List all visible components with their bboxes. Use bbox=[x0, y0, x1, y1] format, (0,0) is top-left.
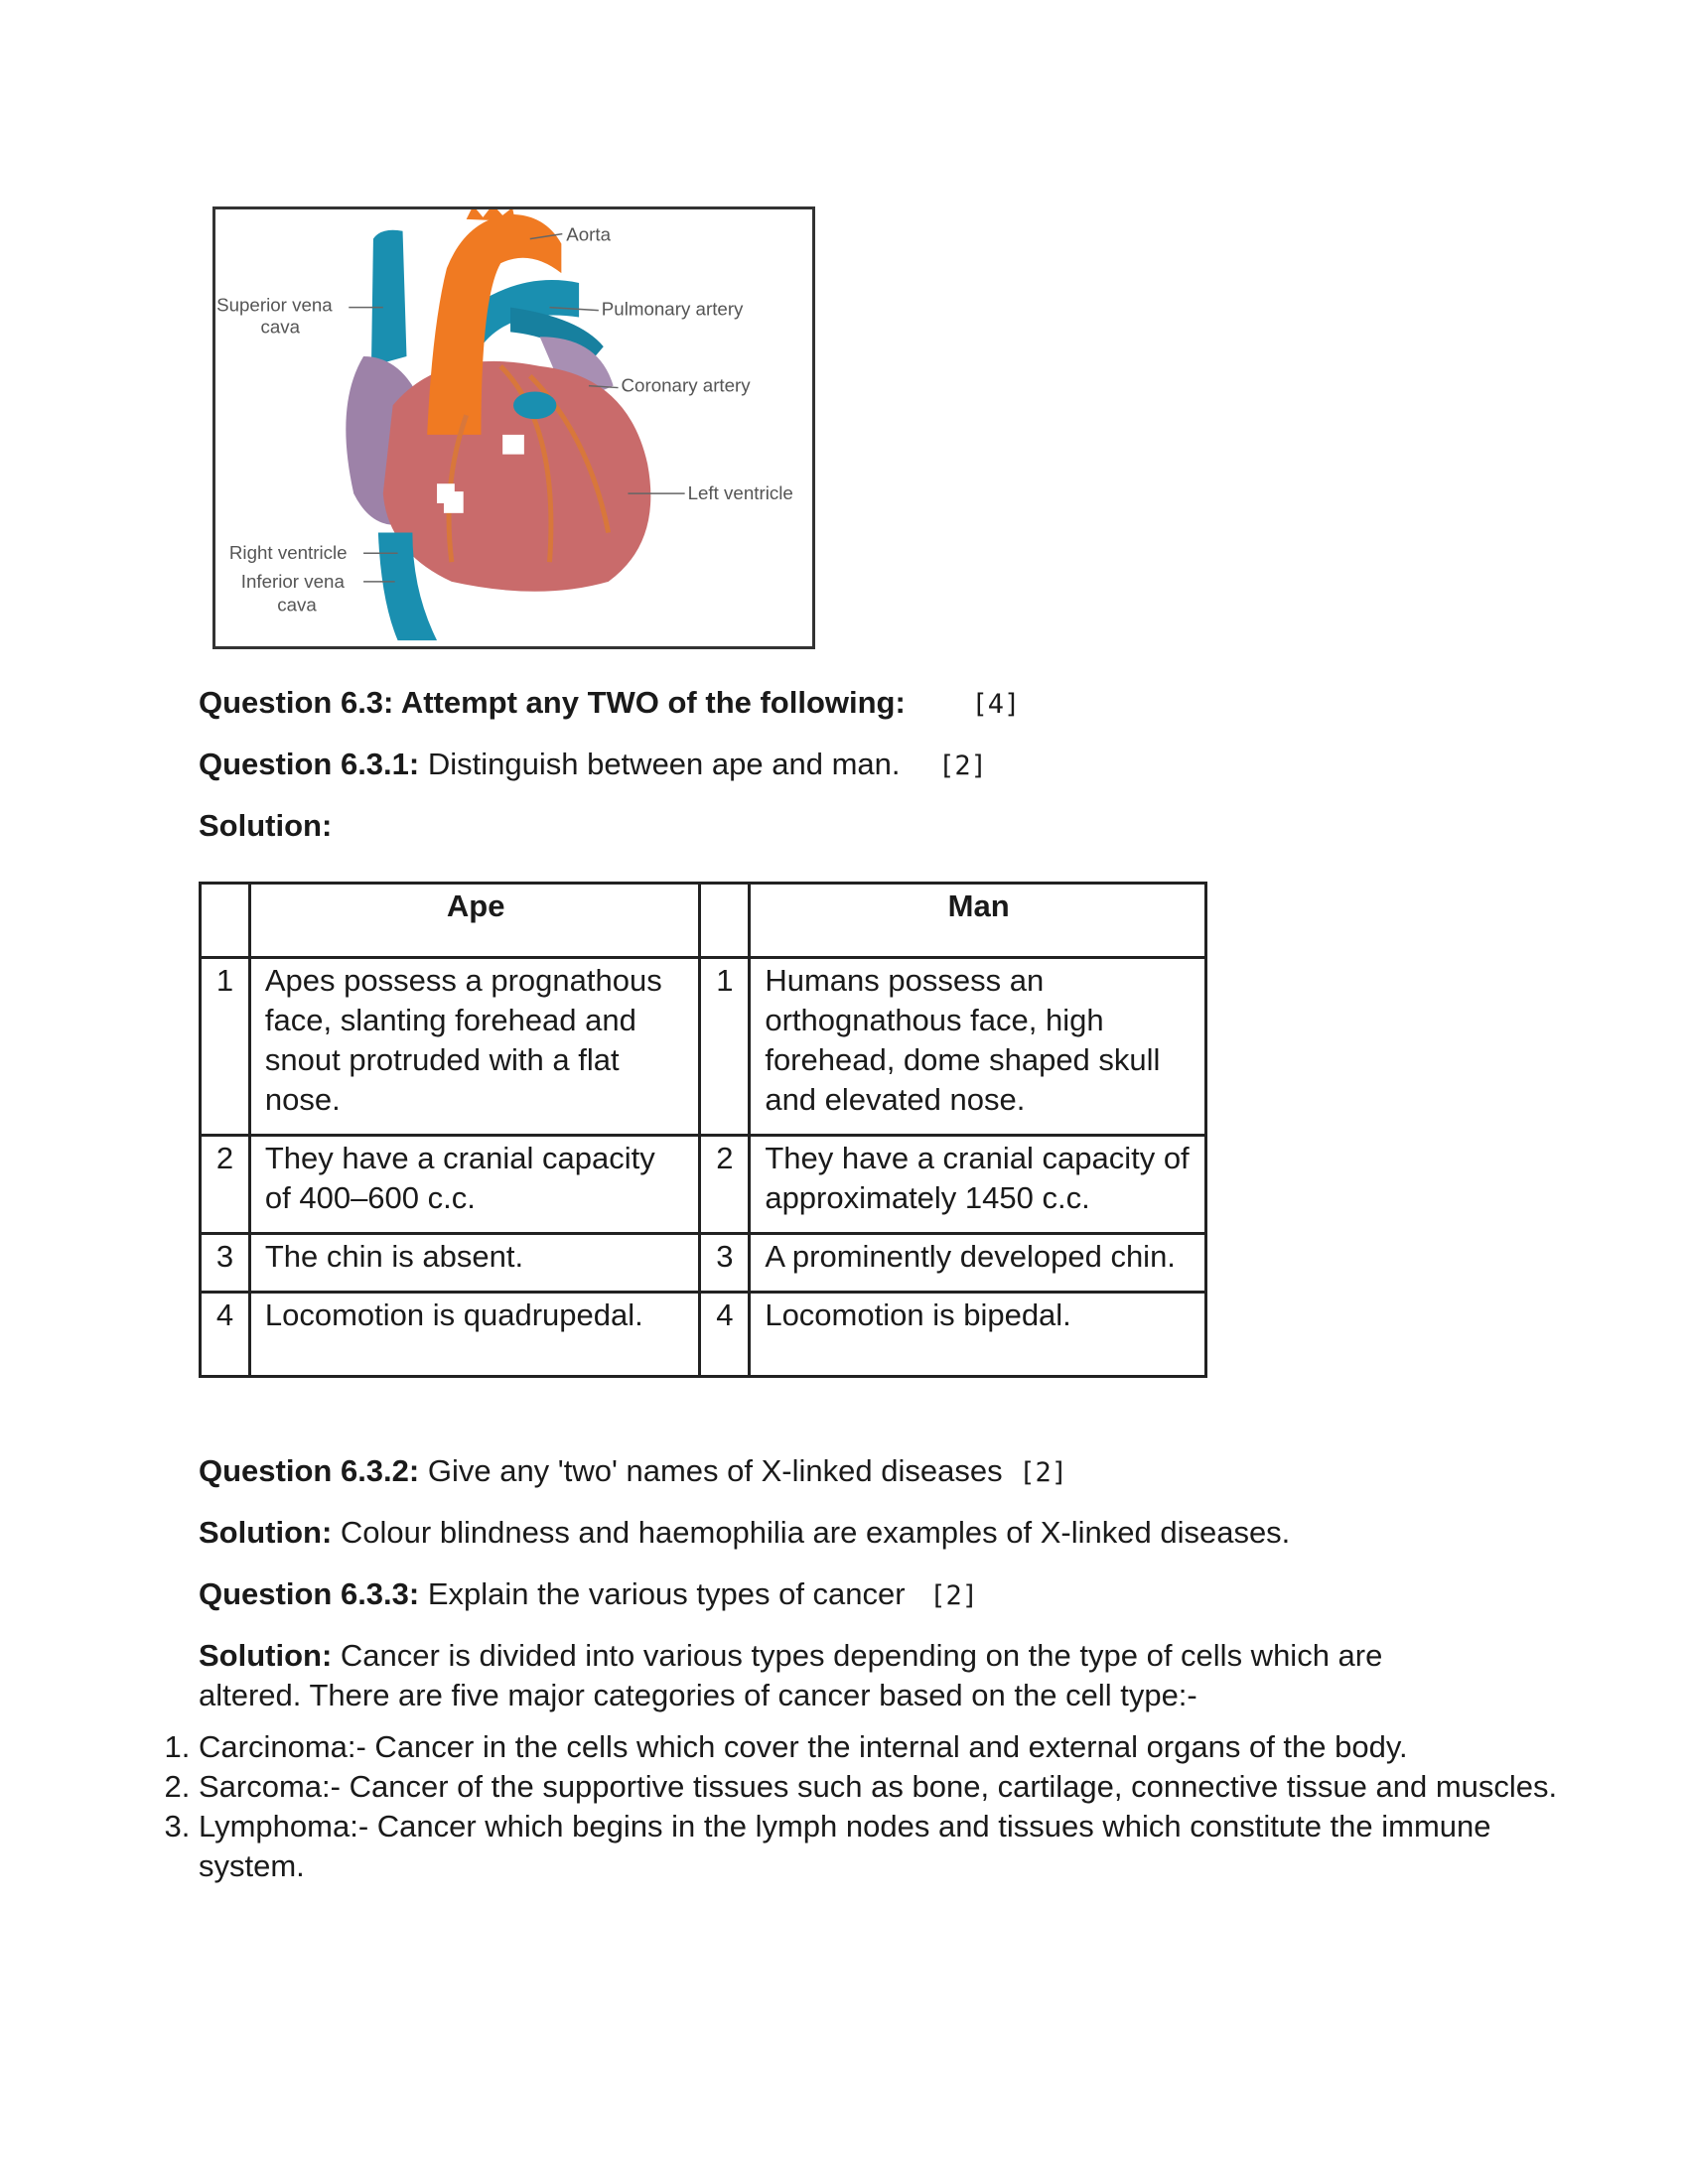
cancer-types-list bbox=[139, 1727, 1569, 1886]
list-item: 1. Carcinoma:- Cancer in the cells which cover the internal and external organs of the body. bbox=[199, 1727, 1569, 1767]
header-num-1 bbox=[201, 884, 250, 958]
question-6-3-1 bbox=[199, 745, 987, 786]
row-number: 3 bbox=[700, 1234, 750, 1293]
row-number: 2 bbox=[700, 1136, 750, 1234]
question-6-3-3-marks: [2] bbox=[929, 1580, 979, 1611]
label-aorta: Aorta bbox=[566, 223, 612, 245]
label-superior-vena-cava-2: cava bbox=[260, 316, 301, 338]
question-6-3-3-label: Question 6.3.3: bbox=[199, 1576, 420, 1611]
question-6-3 bbox=[199, 683, 1020, 725]
row-number: 2 bbox=[201, 1136, 250, 1234]
man-cell: Locomotion is bipedal. bbox=[750, 1293, 1206, 1377]
table-row bbox=[201, 1234, 1206, 1293]
solution-6-3-2 bbox=[199, 1513, 1290, 1553]
label-inferior-vena-cava: Inferior vena bbox=[240, 570, 345, 592]
solution-label: Solution: bbox=[199, 808, 333, 843]
question-6-3-2-marks: [2] bbox=[1019, 1457, 1067, 1488]
list-item: 3. Lymphoma:- Cancer which begins in the lymph nodes and tissues which constitute the immune system. bbox=[199, 1807, 1569, 1886]
man-cell: Humans possess an orthognathous face, high forehead, dome shaped skull and elevated nose. bbox=[750, 958, 1206, 1136]
header-man: Man bbox=[750, 884, 1206, 958]
row-number: 1 bbox=[700, 958, 750, 1136]
label-inferior-vena-cava-2: cava bbox=[277, 594, 317, 615]
label-superior-vena-cava: Superior vena bbox=[216, 294, 333, 316]
label-right-ventricle: Right ventricle bbox=[228, 542, 348, 564]
table-row bbox=[201, 1136, 1206, 1234]
question-6-3-3 bbox=[199, 1574, 978, 1616]
solution-6-3-2-label: Solution: bbox=[199, 1515, 333, 1550]
solution-6-3-3-label: Solution: bbox=[199, 1638, 333, 1673]
ape-cell: Apes possess a prognathous face, slanting forehead and snout protruded with a flat nose. bbox=[249, 958, 700, 1136]
header-ape: Ape bbox=[249, 884, 700, 958]
man-cell: A prominently developed chin. bbox=[750, 1234, 1206, 1293]
row-number: 4 bbox=[201, 1293, 250, 1377]
heart-illustration bbox=[215, 209, 812, 646]
ape-cell: They have a cranial capacity of 400–600 c.c. bbox=[249, 1136, 700, 1234]
list-item: 2. Sarcoma:- Cancer of the supportive tissues such as bone, cartilage, connective tissue and muscles. bbox=[199, 1767, 1569, 1807]
ape-cell: Locomotion is quadrupedal. bbox=[249, 1293, 700, 1377]
question-6-3-1-text: Distinguish between ape and man. bbox=[419, 747, 901, 781]
question-6-3-2-text: Give any 'two' names of X-linked diseases bbox=[419, 1453, 1003, 1488]
table-header-row bbox=[201, 884, 1206, 958]
ape-man-table bbox=[199, 882, 1207, 1378]
question-6-3-2 bbox=[199, 1451, 1067, 1493]
question-6-3-1-marks: [2] bbox=[938, 751, 987, 781]
label-left-ventricle: Left ventricle bbox=[687, 482, 793, 504]
row-number: 1 bbox=[201, 958, 250, 1136]
heart-diagram bbox=[212, 206, 815, 649]
solution-6-3-3 bbox=[199, 1636, 1489, 1715]
question-6-3-2-label: Question 6.3.2: bbox=[199, 1453, 420, 1488]
man-cell: They have a cranial capacity of approximately 1450 c.c. bbox=[750, 1136, 1206, 1234]
table-row bbox=[201, 1293, 1206, 1377]
question-6-3-3-text: Explain the various types of cancer bbox=[419, 1576, 906, 1611]
table-row bbox=[201, 958, 1206, 1136]
row-number: 3 bbox=[201, 1234, 250, 1293]
label-coronary-artery: Coronary artery bbox=[621, 374, 751, 396]
question-6-3-1-label: Question 6.3.1: bbox=[199, 747, 420, 781]
header-num-2 bbox=[700, 884, 750, 958]
heart-body-shape bbox=[383, 361, 651, 592]
label-pulmonary-artery: Pulmonary artery bbox=[601, 298, 744, 320]
ape-cell: The chin is absent. bbox=[249, 1234, 700, 1293]
question-6-3-label: Question 6.3: Attempt any TWO of the following: bbox=[199, 685, 906, 720]
superior-vena-cava-shape bbox=[371, 230, 407, 366]
solution-6-3-3-text: Cancer is divided into various types depending on the type of cells which are altered. There are five major categories of cancer based on the cell type:- bbox=[199, 1638, 1383, 1712]
solution-6-3-2-text: Colour blindness and haemophilia are examples of X-linked diseases. bbox=[332, 1515, 1291, 1550]
row-number: 4 bbox=[700, 1293, 750, 1377]
question-6-3-marks: [4] bbox=[971, 689, 1021, 720]
coronary-opening bbox=[513, 391, 556, 419]
